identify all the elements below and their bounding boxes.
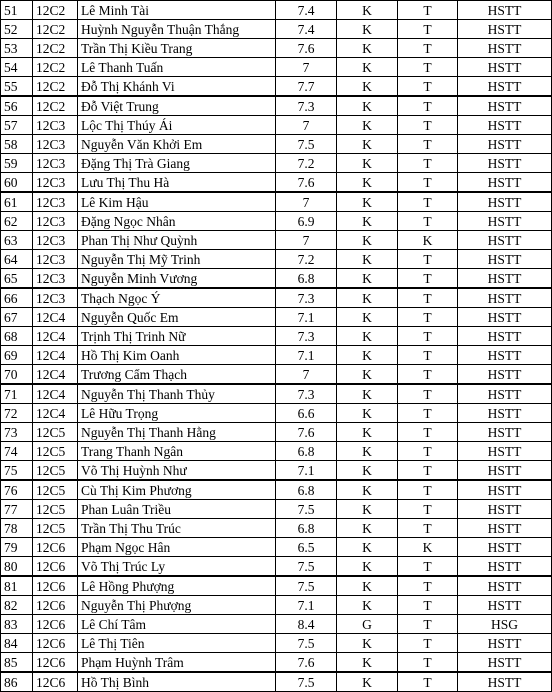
cell-student-name: Hồ Thị Kim Oanh <box>78 346 276 365</box>
cell-conduct: K <box>337 135 398 154</box>
cell-award: HSTT <box>458 423 552 442</box>
cell-academic-rank: K <box>398 231 458 250</box>
cell-award: HSTT <box>458 672 552 692</box>
cell-academic-rank: T <box>398 20 458 39</box>
table-row <box>1 173 552 193</box>
cell-conduct: K <box>337 77 398 97</box>
cell-award: HSTT <box>458 365 552 385</box>
cell-award: HSTT <box>458 192 552 212</box>
cell-class: 12C4 <box>33 308 78 327</box>
cell-average-score: 7.6 <box>276 423 337 442</box>
cell-conduct: K <box>337 58 398 77</box>
cell-average-score: 7 <box>276 116 337 135</box>
cell-conduct: K <box>337 404 398 423</box>
cell-award: HSTT <box>458 20 552 39</box>
table-row <box>1 346 552 365</box>
cell-class: 12C2 <box>33 96 78 116</box>
table-row <box>1 96 552 116</box>
cell-conduct: K <box>337 212 398 231</box>
table-row <box>1 576 552 596</box>
cell-award: HSTT <box>458 250 552 269</box>
cell-academic-rank: T <box>398 250 458 269</box>
cell-student-name: Nguyễn Văn Khởi Em <box>78 135 276 154</box>
cell-student-name: Nguyễn Thị Mỹ Trinh <box>78 250 276 269</box>
table-row <box>1 288 552 308</box>
cell-class: 12C3 <box>33 212 78 231</box>
cell-average-score: 7 <box>276 365 337 385</box>
cell-average-score: 7.1 <box>276 346 337 365</box>
cell-stt: 72 <box>1 404 33 423</box>
cell-student-name: Trang Thanh Ngân <box>78 442 276 461</box>
cell-class: 12C5 <box>33 500 78 519</box>
cell-class: 12C6 <box>33 615 78 634</box>
cell-award: HSTT <box>458 1 552 20</box>
cell-academic-rank: T <box>398 519 458 538</box>
cell-award: HSTT <box>458 480 552 500</box>
cell-class: 12C3 <box>33 192 78 212</box>
cell-stt: 78 <box>1 519 33 538</box>
cell-average-score: 6.9 <box>276 212 337 231</box>
cell-award: HSTT <box>458 596 552 615</box>
cell-student-name: Võ Thị Trúc Ly <box>78 557 276 577</box>
cell-conduct: K <box>337 557 398 577</box>
cell-class: 12C3 <box>33 250 78 269</box>
cell-conduct: K <box>337 500 398 519</box>
cell-award: HSTT <box>458 653 552 673</box>
cell-student-name: Phan Luân Triều <box>78 500 276 519</box>
cell-class: 12C3 <box>33 269 78 289</box>
cell-conduct: K <box>337 173 398 193</box>
cell-conduct: K <box>337 20 398 39</box>
cell-student-name: Nguyễn Minh Vương <box>78 269 276 289</box>
cell-class: 12C4 <box>33 346 78 365</box>
table-row <box>1 1 552 20</box>
cell-stt: 58 <box>1 135 33 154</box>
cell-academic-rank: T <box>398 384 458 404</box>
cell-award: HSTT <box>458 231 552 250</box>
cell-award: HSTT <box>458 384 552 404</box>
cell-conduct: K <box>337 576 398 596</box>
cell-stt: 59 <box>1 154 33 173</box>
cell-class: 12C5 <box>33 442 78 461</box>
cell-conduct: K <box>337 384 398 404</box>
table-row <box>1 442 552 461</box>
cell-conduct: K <box>337 192 398 212</box>
cell-average-score: 6.8 <box>276 269 337 289</box>
table-row <box>1 519 552 538</box>
cell-academic-rank: T <box>398 653 458 673</box>
table-row <box>1 20 552 39</box>
cell-class: 12C4 <box>33 327 78 346</box>
cell-student-name: Lê Thanh Tuấn <box>78 58 276 77</box>
cell-student-name: Trương Cẩm Thạch <box>78 365 276 385</box>
cell-student-name: Nguyễn Thị Thanh Hằng <box>78 423 276 442</box>
cell-average-score: 6.8 <box>276 480 337 500</box>
cell-class: 12C6 <box>33 538 78 557</box>
cell-average-score: 7.5 <box>276 500 337 519</box>
cell-class: 12C5 <box>33 423 78 442</box>
cell-student-name: Đỗ Việt Trung <box>78 96 276 116</box>
cell-class: 12C2 <box>33 39 78 58</box>
cell-academic-rank: T <box>398 634 458 653</box>
cell-conduct: K <box>337 519 398 538</box>
cell-conduct: K <box>337 634 398 653</box>
cell-student-name: Lộc Thị Thúy Ái <box>78 116 276 135</box>
cell-award: HSTT <box>458 346 552 365</box>
cell-average-score: 7.3 <box>276 327 337 346</box>
cell-stt: 70 <box>1 365 33 385</box>
cell-academic-rank: T <box>398 327 458 346</box>
cell-academic-rank: T <box>398 615 458 634</box>
cell-class: 12C3 <box>33 116 78 135</box>
cell-student-name: Nguyễn Thị Thanh Thủy <box>78 384 276 404</box>
table-row <box>1 404 552 423</box>
cell-student-name: Huỳnh Nguyễn Thuận Thắng <box>78 20 276 39</box>
table-row <box>1 231 552 250</box>
cell-student-name: Đỗ Thị Khánh Vi <box>78 77 276 97</box>
cell-stt: 80 <box>1 557 33 577</box>
cell-average-score: 7.6 <box>276 173 337 193</box>
cell-stt: 52 <box>1 20 33 39</box>
cell-conduct: K <box>337 346 398 365</box>
table-row <box>1 154 552 173</box>
cell-average-score: 7 <box>276 231 337 250</box>
cell-student-name: Lê Thị Tiên <box>78 634 276 653</box>
cell-student-name: Võ Thị Huỳnh Như <box>78 461 276 481</box>
cell-conduct: K <box>337 288 398 308</box>
cell-class: 12C6 <box>33 672 78 692</box>
cell-award: HSTT <box>458 519 552 538</box>
cell-conduct: K <box>337 480 398 500</box>
cell-average-score: 6.8 <box>276 442 337 461</box>
cell-conduct: K <box>337 231 398 250</box>
table-row <box>1 615 552 634</box>
cell-class: 12C5 <box>33 519 78 538</box>
cell-award: HSTT <box>458 634 552 653</box>
cell-conduct: K <box>337 269 398 289</box>
cell-class: 12C4 <box>33 365 78 385</box>
cell-average-score: 7.4 <box>276 1 337 20</box>
cell-conduct: K <box>337 672 398 692</box>
cell-conduct: K <box>337 308 398 327</box>
cell-stt: 86 <box>1 672 33 692</box>
cell-award: HSTT <box>458 96 552 116</box>
cell-student-name: Đặng Thị Trà Giang <box>78 154 276 173</box>
cell-award: HSTT <box>458 576 552 596</box>
table-row <box>1 212 552 231</box>
cell-average-score: 7.5 <box>276 634 337 653</box>
cell-award: HSTT <box>458 500 552 519</box>
cell-class: 12C2 <box>33 20 78 39</box>
cell-average-score: 8.4 <box>276 615 337 634</box>
cell-award: HSTT <box>458 327 552 346</box>
cell-student-name: Nguyễn Quốc Em <box>78 308 276 327</box>
cell-stt: 71 <box>1 384 33 404</box>
cell-average-score: 7.2 <box>276 154 337 173</box>
cell-stt: 56 <box>1 96 33 116</box>
cell-academic-rank: T <box>398 288 458 308</box>
cell-award: HSTT <box>458 308 552 327</box>
cell-average-score: 7.1 <box>276 308 337 327</box>
cell-award: HSTT <box>458 557 552 577</box>
cell-award: HSTT <box>458 77 552 97</box>
cell-class: 12C2 <box>33 1 78 20</box>
cell-award: HSTT <box>458 269 552 289</box>
cell-stt: 76 <box>1 480 33 500</box>
cell-conduct: K <box>337 96 398 116</box>
cell-student-name: Lê Chí Tâm <box>78 615 276 634</box>
cell-academic-rank: T <box>398 192 458 212</box>
cell-conduct: K <box>337 250 398 269</box>
cell-student-name: Trần Thị Thu Trúc <box>78 519 276 538</box>
cell-conduct: G <box>337 615 398 634</box>
cell-award: HSTT <box>458 116 552 135</box>
cell-conduct: K <box>337 461 398 481</box>
cell-student-name: Trần Thị Kiều Trang <box>78 39 276 58</box>
cell-award: HSTT <box>458 135 552 154</box>
cell-award: HSTT <box>458 39 552 58</box>
cell-class: 12C4 <box>33 384 78 404</box>
cell-academic-rank: T <box>398 576 458 596</box>
cell-average-score: 7.3 <box>276 384 337 404</box>
cell-class: 12C6 <box>33 576 78 596</box>
cell-average-score: 7.2 <box>276 250 337 269</box>
cell-average-score: 7.5 <box>276 557 337 577</box>
cell-stt: 79 <box>1 538 33 557</box>
cell-academic-rank: T <box>398 365 458 385</box>
cell-student-name: Nguyễn Thị Phượng <box>78 596 276 615</box>
cell-stt: 68 <box>1 327 33 346</box>
cell-stt: 61 <box>1 192 33 212</box>
cell-average-score: 7.3 <box>276 288 337 308</box>
cell-stt: 55 <box>1 77 33 97</box>
cell-stt: 81 <box>1 576 33 596</box>
cell-stt: 67 <box>1 308 33 327</box>
cell-stt: 77 <box>1 500 33 519</box>
table-row <box>1 365 552 385</box>
cell-conduct: K <box>337 365 398 385</box>
cell-class: 12C4 <box>33 404 78 423</box>
cell-academic-rank: T <box>398 1 458 20</box>
table-row <box>1 327 552 346</box>
cell-class: 12C6 <box>33 634 78 653</box>
table-row <box>1 538 552 557</box>
cell-academic-rank: K <box>398 538 458 557</box>
cell-class: 12C5 <box>33 480 78 500</box>
cell-conduct: K <box>337 653 398 673</box>
cell-award: HSTT <box>458 404 552 423</box>
cell-academic-rank: T <box>398 39 458 58</box>
cell-award: HSTT <box>458 442 552 461</box>
cell-average-score: 6.6 <box>276 404 337 423</box>
cell-academic-rank: T <box>398 173 458 193</box>
table-body <box>1 1 552 692</box>
table-row <box>1 250 552 269</box>
cell-stt: 57 <box>1 116 33 135</box>
cell-stt: 69 <box>1 346 33 365</box>
cell-class: 12C6 <box>33 653 78 673</box>
cell-stt: 83 <box>1 615 33 634</box>
cell-academic-rank: T <box>398 423 458 442</box>
table-row <box>1 653 552 673</box>
table-row <box>1 269 552 289</box>
cell-academic-rank: T <box>398 116 458 135</box>
cell-stt: 66 <box>1 288 33 308</box>
cell-student-name: Hồ Thị Bình <box>78 672 276 692</box>
cell-award: HSTT <box>458 538 552 557</box>
cell-average-score: 7.7 <box>276 77 337 97</box>
table-row <box>1 423 552 442</box>
cell-stt: 62 <box>1 212 33 231</box>
cell-stt: 74 <box>1 442 33 461</box>
cell-academic-rank: T <box>398 308 458 327</box>
cell-academic-rank: T <box>398 58 458 77</box>
cell-student-name: Trịnh Thị Trinh Nữ <box>78 327 276 346</box>
cell-award: HSTT <box>458 154 552 173</box>
table-row <box>1 135 552 154</box>
cell-conduct: K <box>337 116 398 135</box>
cell-stt: 75 <box>1 461 33 481</box>
cell-class: 12C2 <box>33 77 78 97</box>
cell-conduct: K <box>337 423 398 442</box>
cell-academic-rank: T <box>398 346 458 365</box>
cell-conduct: K <box>337 39 398 58</box>
cell-average-score: 7.6 <box>276 39 337 58</box>
cell-average-score: 7.5 <box>276 135 337 154</box>
cell-stt: 63 <box>1 231 33 250</box>
cell-student-name: Lê Minh Tài <box>78 1 276 20</box>
cell-average-score: 7.5 <box>276 672 337 692</box>
cell-class: 12C6 <box>33 557 78 577</box>
table-row <box>1 634 552 653</box>
table-row <box>1 557 552 577</box>
cell-academic-rank: T <box>398 442 458 461</box>
cell-award: HSG <box>458 615 552 634</box>
cell-average-score: 7.1 <box>276 596 337 615</box>
table-row <box>1 480 552 500</box>
cell-average-score: 6.8 <box>276 519 337 538</box>
table-row <box>1 596 552 615</box>
cell-stt: 54 <box>1 58 33 77</box>
cell-student-name: Lê Kim Hậu <box>78 192 276 212</box>
cell-stt: 82 <box>1 596 33 615</box>
cell-student-name: Phan Thị Như Quỳnh <box>78 231 276 250</box>
cell-student-name: Đặng Ngọc Nhân <box>78 212 276 231</box>
cell-conduct: K <box>337 442 398 461</box>
table-row <box>1 77 552 97</box>
cell-award: HSTT <box>458 58 552 77</box>
cell-conduct: K <box>337 596 398 615</box>
cell-award: HSTT <box>458 461 552 481</box>
cell-academic-rank: T <box>398 154 458 173</box>
table-row <box>1 672 552 692</box>
cell-student-name: Cù Thị Kim Phương <box>78 480 276 500</box>
cell-academic-rank: T <box>398 77 458 97</box>
cell-academic-rank: T <box>398 500 458 519</box>
cell-student-name: Lê Hữu Trọng <box>78 404 276 423</box>
table-row <box>1 39 552 58</box>
cell-academic-rank: T <box>398 404 458 423</box>
cell-class: 12C3 <box>33 231 78 250</box>
cell-academic-rank: T <box>398 96 458 116</box>
cell-class: 12C5 <box>33 461 78 481</box>
cell-stt: 84 <box>1 634 33 653</box>
cell-average-score: 7 <box>276 192 337 212</box>
cell-average-score: 7.4 <box>276 20 337 39</box>
cell-class: 12C3 <box>33 173 78 193</box>
cell-class: 12C3 <box>33 135 78 154</box>
cell-class: 12C3 <box>33 154 78 173</box>
cell-stt: 60 <box>1 173 33 193</box>
cell-stt: 53 <box>1 39 33 58</box>
table-row <box>1 192 552 212</box>
cell-student-name: Lưu Thị Thu Hà <box>78 173 276 193</box>
cell-student-name: Phạm Ngọc Hân <box>78 538 276 557</box>
cell-academic-rank: T <box>398 269 458 289</box>
cell-conduct: K <box>337 327 398 346</box>
table-row <box>1 58 552 77</box>
table-row <box>1 461 552 481</box>
cell-average-score: 6.5 <box>276 538 337 557</box>
cell-academic-rank: T <box>398 672 458 692</box>
cell-award: HSTT <box>458 288 552 308</box>
cell-stt: 85 <box>1 653 33 673</box>
cell-class: 12C3 <box>33 288 78 308</box>
cell-student-name: Thạch Ngọc Ý <box>78 288 276 308</box>
cell-average-score: 7.3 <box>276 96 337 116</box>
cell-stt: 65 <box>1 269 33 289</box>
table-row <box>1 308 552 327</box>
cell-class: 12C2 <box>33 58 78 77</box>
cell-academic-rank: T <box>398 135 458 154</box>
cell-stt: 73 <box>1 423 33 442</box>
cell-award: HSTT <box>458 212 552 231</box>
table-row <box>1 116 552 135</box>
table-row <box>1 500 552 519</box>
table-row <box>1 384 552 404</box>
cell-award: HSTT <box>458 173 552 193</box>
cell-average-score: 7 <box>276 58 337 77</box>
cell-average-score: 7.1 <box>276 461 337 481</box>
cell-student-name: Lê Hồng Phượng <box>78 576 276 596</box>
cell-class: 12C6 <box>33 596 78 615</box>
cell-conduct: K <box>337 154 398 173</box>
cell-academic-rank: T <box>398 557 458 577</box>
cell-stt: 64 <box>1 250 33 269</box>
cell-academic-rank: T <box>398 480 458 500</box>
cell-academic-rank: T <box>398 212 458 231</box>
cell-average-score: 7.6 <box>276 653 337 673</box>
cell-conduct: K <box>337 538 398 557</box>
cell-stt: 51 <box>1 1 33 20</box>
cell-academic-rank: T <box>398 461 458 481</box>
cell-academic-rank: T <box>398 596 458 615</box>
cell-average-score: 7.5 <box>276 576 337 596</box>
cell-conduct: K <box>337 1 398 20</box>
cell-student-name: Phạm Huỳnh Trâm <box>78 653 276 673</box>
